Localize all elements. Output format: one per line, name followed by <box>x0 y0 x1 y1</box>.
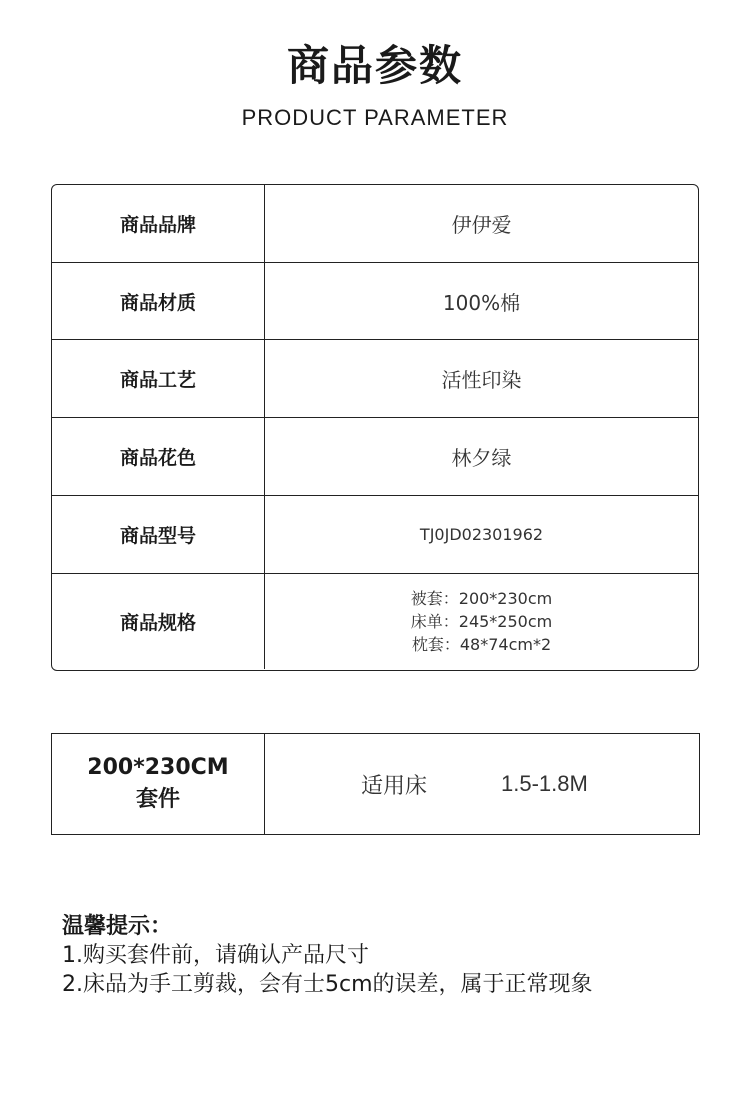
param-value: 活性印染 <box>441 368 522 392</box>
page-title: 商品参数 <box>286 41 463 90</box>
size-cell <box>52 734 265 834</box>
parameter-table <box>51 184 699 671</box>
param-label: 商品花色 <box>52 418 265 495</box>
param-row-spec <box>52 574 698 669</box>
param-value-spec <box>265 574 698 669</box>
size-dimensions: 200*230CM <box>87 755 229 780</box>
tip-item: 1.购买套件前，请确认产品尺寸 <box>62 943 369 968</box>
page-header <box>0 38 750 132</box>
param-row-pattern <box>52 418 698 496</box>
param-label: 商品型号 <box>52 496 265 573</box>
spec-line-sheet: 床单：245*250cm <box>410 612 553 631</box>
param-row-brand <box>52 185 698 263</box>
tips-title: 温馨提示： <box>62 914 173 939</box>
tip-item: 2.床品为手工剪裁，会有士5cm的误差，属于正常现象 <box>62 972 593 997</box>
param-label: 商品规格 <box>52 574 265 669</box>
tips-section <box>62 912 712 999</box>
bed-fit-cell <box>265 734 699 834</box>
param-value: TJ0JD02301962 <box>419 525 544 544</box>
param-label: 商品材质 <box>52 263 265 339</box>
param-label: 商品工艺 <box>52 340 265 417</box>
bed-fit-value: 1.5-1.8M <box>501 771 588 796</box>
spec-line-duvet: 被套：200*230cm <box>410 589 553 608</box>
param-label: 商品品牌 <box>52 185 265 262</box>
param-row-craft <box>52 340 698 418</box>
spec-line-pillowcase: 枕套：48*74cm*2 <box>411 635 552 654</box>
param-value: 100%棉 <box>442 290 521 315</box>
param-value: 伊伊爱 <box>451 213 512 237</box>
size-set-label: 套件 <box>135 787 180 812</box>
param-value: 林夕绿 <box>451 446 512 470</box>
page-subtitle: PRODUCT PARAMETER <box>241 105 509 130</box>
param-row-model <box>52 496 698 574</box>
size-table <box>51 733 700 835</box>
param-row-material <box>52 263 698 340</box>
bed-fit-label: 适用床 <box>361 773 428 799</box>
